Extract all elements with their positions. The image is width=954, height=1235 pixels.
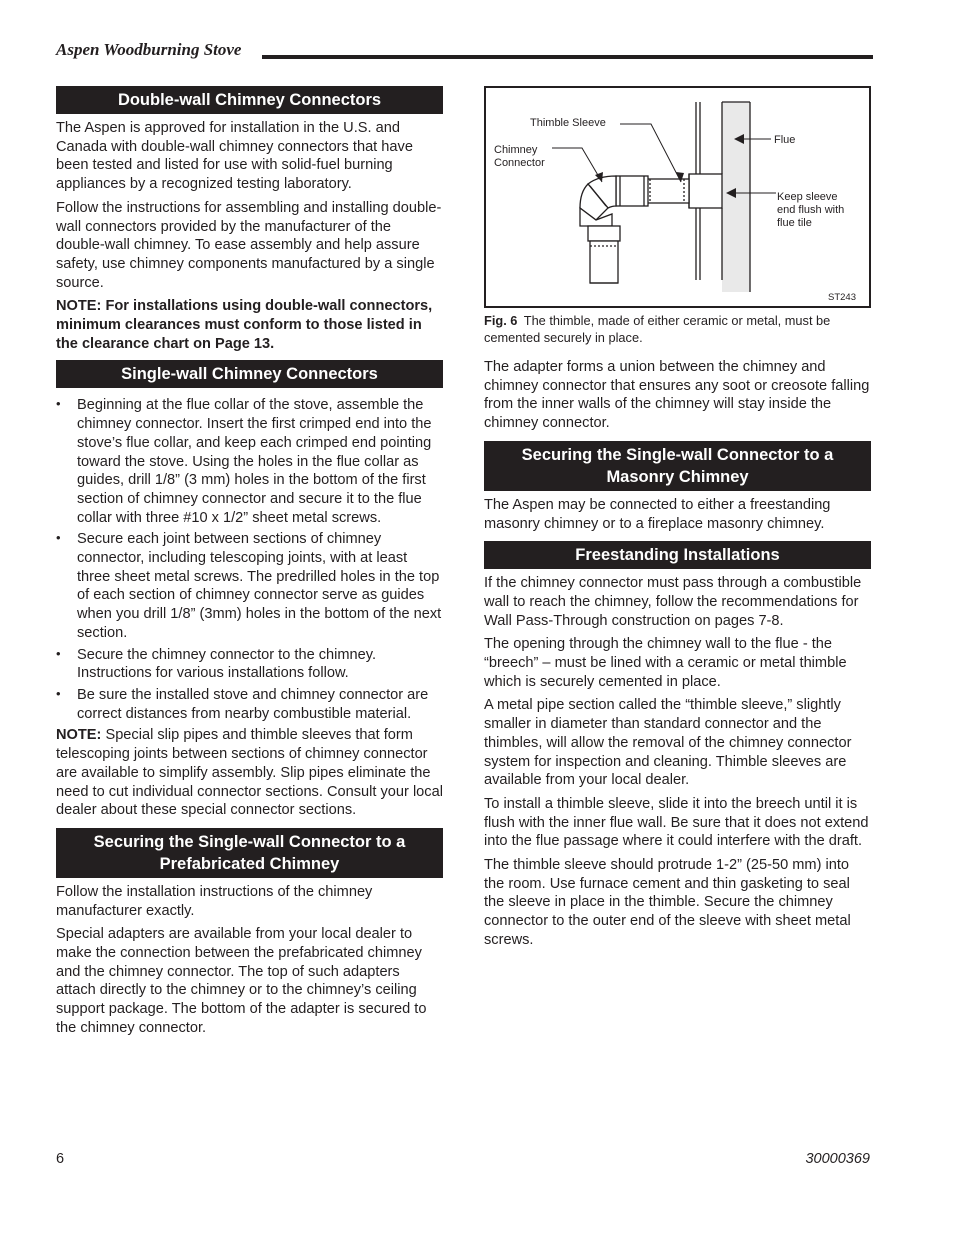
note-label: NOTE: [56,727,102,744]
caption-text: The thimble, made of either ceramic or metal, must be cemented securely in place. [484,313,831,345]
bullet-icon: • [56,685,61,701]
bullet-icon: • [56,396,61,412]
paragraph: The thimble sleeve should protrude 1-2” (25-50 mm) into the room. Use furnace cement and thin gasketing to seal the sleeve in place in the thimble. Secure the chimney connector to the outer end of the sleeve with sheet metal screws. [484,857,851,948]
list-item-text: Secure each joint between sections of chimney connector, including telescoping joints, with at least three sheet metal screws. The predrilled holes in the top of each section of chimney connector serve as guides when you drill 1/8” (3mm) holes in the bottom of the next section. [77,531,442,641]
page-header-title: Aspen Woodburning Stove [56,40,242,59]
paragraph: The opening through the chimney wall to the flue - the “breech” – must be lined with a ceramic or metal thimble which is securely cemented in place. [484,636,847,690]
page-number: 6 [56,1151,65,1167]
paragraph: To install a thimble sleeve, slide it into the breech until it is flush with the inner flue wall. Be sure that it does not extend into the flue passage where it could interfere with the draft. [484,795,869,850]
header-rule [262,55,873,59]
section-heading-prefabricated: Securing the Single-wall Connector to a Prefabricated Chimney [56,828,443,878]
note-text: Special slip pipes and thimble sleeves that form telescoping joints between sections of chimney connector are available to simplify assembly. Slip pipes eliminate the need to cut individual connector sections. Consult your local dealer about these special connector sections. [56,727,443,819]
paragraph: Special adapters are available from your local dealer to make the connection between the prefabricated chimney and the chimney connector. The top of such adapters attach directly to the chimney or to the chimney’s ceiling support package. The bottom of the adapter is secured to the chimney connector. [56,926,427,1036]
list-item-text: Beginning at the flue collar of the stove, assemble the chimney connector. Insert the first crimped end into the stove’s flue collar, and keep each crimped end pointing toward the stove. Using the holes in the flue collar as guides, drill 1/8” (3 mm) holes in the bottom of the first section of chimney connector and secure it to the flue collar with three #10 x 1/2” sheet metal screws. [77,397,432,526]
section-heading-freestanding: Freestanding Installations [484,541,871,569]
label-keep-sleeve-2: end flush with [777,204,845,216]
caption-label: Fig. 6 [484,313,518,328]
paragraph: Follow the installation instructions of the chimney manufacturer exactly. [56,883,373,919]
list-item [56,396,443,527]
paragraph: The adapter forms a union between the chimney and chimney connector that ensures any soot or creosote falling from the inner walls of the chimney will stay inside the chimney connector. [484,359,870,432]
bullet-icon: • [56,645,61,661]
bullet-icon: • [56,530,61,546]
paragraph: A metal pipe section called the “thimble sleeve,” slightly smaller in diameter than standard connector and the thimbles, will allow the removal of the chimney connector system for inspection and cleaning. Thimble sleeves are available from your local dealer. [484,697,852,789]
paragraph: The Aspen is approved for installation in the U.S. and Canada with double-wall chimney connectors that have been tested and listed for use with solid-fuel burning appliances by a recognized testing laboratory. [56,120,413,193]
figure-caption [484,312,871,346]
list-item [56,686,443,723]
figure-thimble-diagram [484,86,871,308]
note-slip-pipes [56,726,443,820]
paragraph: The Aspen may be connected to either a freestanding masonry chimney or to a fireplace masonry chimney. [484,496,831,532]
document-number: 30000369 [805,1151,870,1167]
label-keep-sleeve-1: Keep sleeve [777,191,838,203]
bullet-list [56,396,443,723]
label-thimble-sleeve: Thimble Sleeve [530,117,606,129]
left-column [56,86,443,1038]
list-item [56,646,443,683]
list-item-text: Be sure the installed stove and chimney connector are correct distances from nearby combustible material. [77,686,429,722]
section-heading-single-wall: Single-wall Chimney Connectors [56,360,443,388]
figure-code: ST243 [828,292,856,303]
label-keep-sleeve-3: flue tile [777,217,812,229]
thimble-diagram [486,88,869,306]
section-heading-masonry: Securing the Single-wall Connector to a Masonry Chimney [484,441,871,491]
list-item-text: Secure the chimney connector to the chimney. Instructions for various installations follow. [77,646,377,682]
paragraph: If the chimney connector must pass through a combustible wall to reach the chimney, follow the recommendations for Wall Pass-Through construction on pages 7-8. [484,575,862,629]
note-clearances: NOTE: For installations using double-wall connectors, minimum clearances must conform to those listed in the clearance chart on Page 13. [56,298,433,352]
paragraph: Follow the instructions for assembling and installing double-wall connectors provided by the manufacturer of the double-wall chimney. To ease assembly and help assure safety, use chimney components manufactured by a single source. [56,199,442,291]
list-item [56,530,443,642]
label-chimney: Chimney [494,144,538,156]
section-heading-double-wall: Double-wall Chimney Connectors [56,86,443,114]
right-column [484,86,871,950]
label-flue: Flue [774,134,796,146]
label-connector: Connector [494,157,545,169]
